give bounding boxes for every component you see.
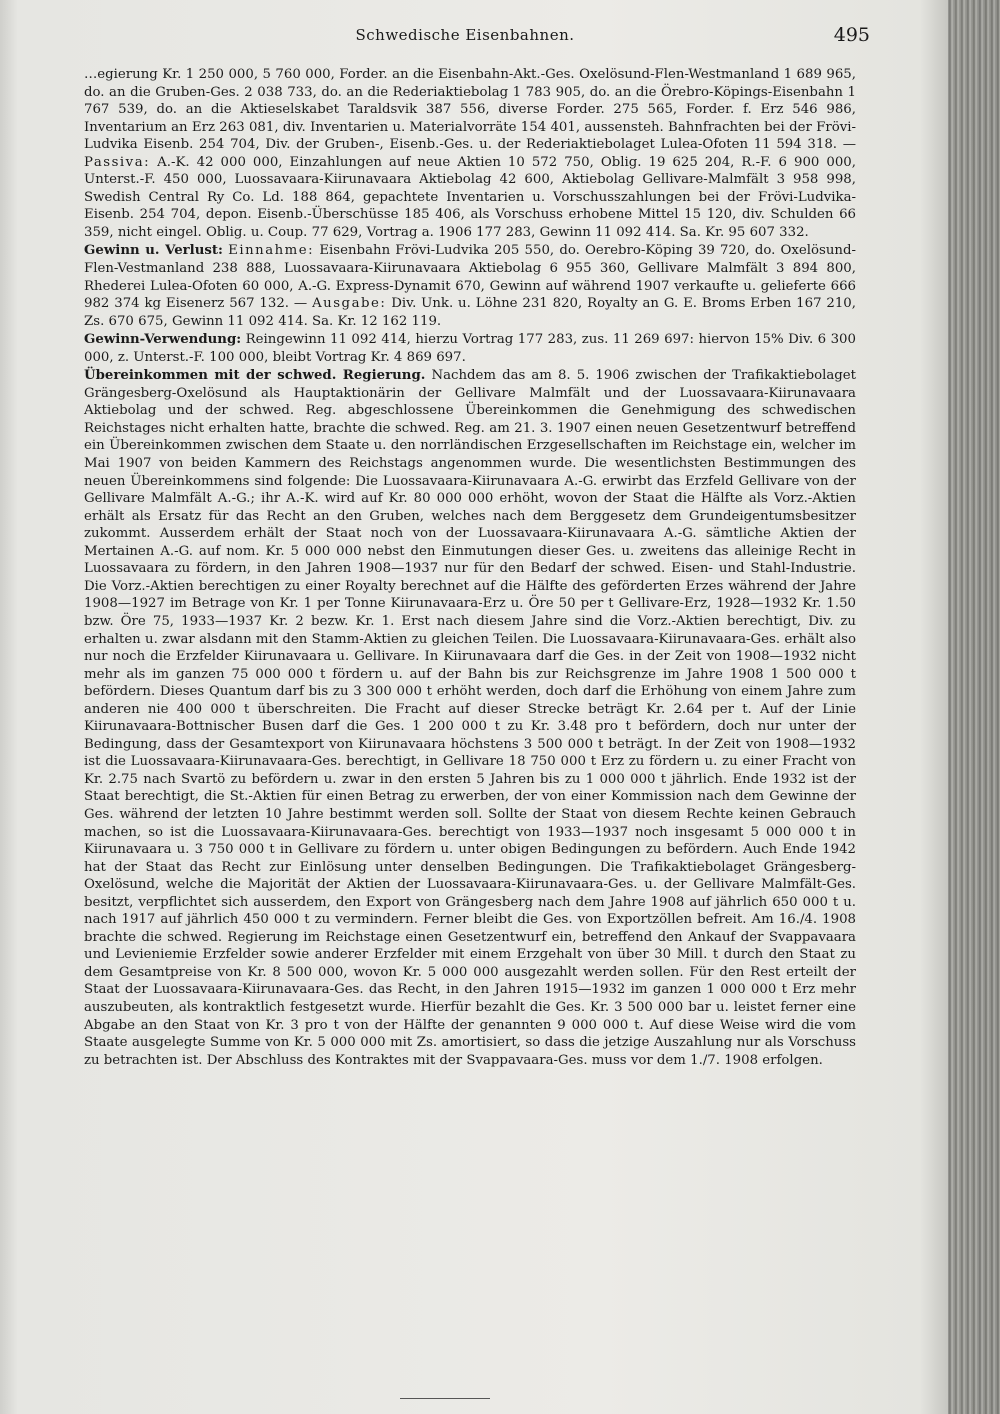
- book-spine-shadow: [948, 0, 1000, 1414]
- paragraph-aktiva-passiva: [84, 66, 856, 241]
- gewinn-verlust-heading: Gewinn u. Verlust:: [84, 243, 223, 259]
- running-title: Schwedische Eisenbahnen.: [355, 26, 575, 44]
- closing-rule: [400, 1398, 490, 1399]
- page-body: [84, 66, 856, 1069]
- ausgabe-label: Ausgabe:: [312, 296, 387, 312]
- passiva-text: A.-K. 42 000 000, Einzahlungen auf neue Aktien 10 572 750, Oblig. 19 625 204, R.-F. 6 900 000, Unterst.-F. 450 000, Luossavaara-Kiirunavaara Aktiebolag 42 600, Aktiebolag Gellivare-Malmfält 3 958 998, Swedish Central Ry Co. Ld. 188 864, gepachtete Inventarien u. Vorschusszahlungen bei der Frövi-Ludvika-Eisenb. 254 704, depon. Eisenb.-Überschüsse 185 406, als Vorschuss erhobene Mittel 15 120, div. Schulden 66 359, nicht eingel. Oblig. u. Coup. 77 629, Vortrag a. 1906 177 283, Gewinn 11 092 414. Sa. Kr. 95 607 332.: [84, 154, 856, 240]
- einnahme-label: Einnahme:: [228, 243, 315, 259]
- paragraph-gewinn-verwendung: [84, 331, 856, 366]
- ausgabe-text: Div. Unk. u. Löhne 231 820, Royalty an G. E. Broms Erben 167 210, Zs. 670 675, Gewinn 11 092 414. Sa. Kr. 12 162 119.: [84, 296, 856, 329]
- gewinn-verwendung-heading: Gewinn-Verwendung:: [84, 332, 242, 348]
- uebereinkommen-heading: Übereinkommen mit der schwed. Regierung.: [84, 368, 426, 384]
- uebereinkommen-text: Nachdem das am 8. 5. 1906 zwischen der Trafikaktiebolaget Grängesberg-Oxelösund als Hauptaktionärin der Gellivare Malmfält und der Luossavaara-Kiirunavaara Aktiebolag und der schwed. Reg. abgeschlossene Übereinkommen die Genehmigung des schwedischen Reichstages nicht erhalten hatte, brachte die schwed. Reg. am 21. 3. 1907 einen neuen Gesetzentwurf betreffend ein Übereinkommen zwischen dem Staate u. den norrländischen Erzgesellschaften im Reichstage ein, welcher im Mai 1907 von beiden Kammern des Reichstags angenommen wurde. Die wesentlichsten Bestimmungen des neuen Übereinkommens sind folgende: Die Luossavaara-Kiirunavaara A.-G. erwirbt das Erzfeld Gellivare von der Gellivare Malmfält A.-G.; ihr A.-K. wird auf Kr. 80 000 000 erhöht, wovon der Staat die Hälfte als Vorz.-Aktien erhält als Ersatz für das Recht an den Gruben, welches nach dem Berggesetz dem Grundeigentumsbesitzer zukommt. Ausserdem erhält der Staat noch von der Luossavaara-Kiirunavaara A.-G. sämtliche Aktien der Mertainen A.-G. auf nom. Kr. 5 000 000 nebst den Einmutungen dieser Ges. u. zweitens das alleinige Recht in Luossavaara zu fördern, in den Jahren 1908—1937 nur für den Bedarf der schwed. Eisen- und Stahl-Industrie. Die Vorz.-Aktien berechtigen zu einer Royalty berechnet auf die Hälfte des geförderten Erzes während der Jahre 1908—1927 im Betrage von Kr. 1 per Tonne Kiirunavaara-Erz u. Öre 50 per t Gellivare-Erz, 1928—1932 Kr. 1.50 bzw. Öre 75, 1933—1937 Kr. 2 bezw. Kr. 1. Erst nach diesem Jahre sind die Vorz.-Aktien berechtigt, Div. zu erhalten u. zwar alsdann mit den Stamm-Aktien zu gleichen Teilen. Die Luossavaara-Kiirunavaara-Ges. erhält also nur noch die Erzfelder Kiirunavaara u. Gellivare. In Kiirunavaara darf die Ges. in der Zeit von 1908—1932 nicht mehr als im ganzen 75 000 000 t fördern u. auf der Bahn bis zur Reichsgrenze im Jahre 1908 1 500 000 t befördern. Dieses Quantum darf bis zu 3 300 000 t erhöht werden, doch darf die Erhöhung von einem Jahre zum anderen nie 400 000 t überschreiten. Die Fracht auf dieser Strecke beträgt Kr. 2.64 per t. Auf der Linie Kiirunavaara-Bottnischer Busen darf die Ges. 1 200 000 t zu Kr. 3.48 pro t befördern, doch nur unter der Bedingung, dass der Gesamtexport von Kiirunavaara höchstens 3 500 000 t beträgt. In der Zeit von 1908—1932 ist die Luossavaara-Kiirunavaara-Ges. berechtigt, in Gellivare 18 750 000 t Erz zu fördern u. zu einer Fracht von Kr. 2.75 nach Svartö zu befördern u. zwar in den ersten 5 Jahren bis zu 1 000 000 t jährlich. Ende 1932 ist der Staat berechtigt, die St.-Aktien für einen Betrag zu erwerben, der von einer Kommission nach dem Gewinne der Ges. während der letzten 10 Jahre bestimmt werden soll. Sollte der Staat von diesem Rechte keinen Gebrauch machen, so ist die Luossavaara-Kiirunavaara-Ges. berechtigt von 1933—1937 noch insgesamt 5 000 000 t in Kiirunavaara u. 3 750 000 t in Gellivare zu fördern u. unter obigen Bedingungen zu befördern. Auch Ende 1942 hat der Staat das Recht zur Einlösung unter denselben Bedingungen. Die Trafikaktiebolaget Grängesberg-Oxelösund, welche die Majorität der Aktien der Luossavaara-Kiirunavaara-Ges. u. der Gellivare Malmfält-Ges. besitzt, verpflichtet sich ausserdem, den Export von Grängesberg nach dem Jahre 1908 auf jährlich 650 000 t u. nach 1917 auf jährlich 450 000 t zu vermindern. Ferner bleibt die Ges. von Exportzöllen befreit. Am 16./4. 1908 brachte die schwed. Regierung im Reichstage einen Gesetzentwurf ein, betreffend den Ankauf der Svappavaara und Levieniemie Erzfelder sowie anderer Erzfelder mit einem Erzgehalt von über 30 Mill. t durch den Staat zu dem Gesamtpreise von Kr. 8 500 000, wovon Kr. 5 000 000 ausgezahlt werden sollen. Für den Rest erteilt der Staat der Luossavaara-Kiirunavaara-Ges. das Recht, in den Jahren 1915—1932 im ganzen 1 000 000 t Erz mehr auszubeuten, als kontraktlich festgesetzt wurde. Hierfür bezahlt die Ges. Kr. 3 500 000 bar u. leistet ferner eine Abgabe an den Staat von Kr. 3 pro t von der Hälfte der genannten 9 000 000 t. Auf diese Weise wird die vom Staate ausgelegte Summe von Kr. 5 000 000 mit Zs. amortisiert, so dass die jetzige Auszahlung nur als Vorschuss zu betrachten ist. Der Abschluss des Kontraktes mit der Svappavaara-Ges. muss vor dem 1./7. 1908 erfolgen.: [84, 368, 857, 1068]
- passiva-label: Passiva:: [84, 154, 151, 170]
- page-number: 495: [833, 24, 870, 46]
- einnahme-text: Eisenbahn Frövi-Ludvika 205 550, do. Oerebro-Köping 39 720, do. Oxelösund-Flen-Vestmanland 238 888, Luossavaara-Kiirunavaara Aktiebolag 6 955 360, Gellivare Malmfält 3 894 800, Rhederei Lulea-Ofoten 60 000, A.-G. Express-Dynamit 670, Gewinn auf während 1907 verkaufte u. gelieferte 666 982 374 kg Eisenerz 567 132. —: [84, 243, 857, 312]
- page-header: [60, 26, 870, 50]
- gewinn-verwendung-text: Reingewinn 11 092 414, hierzu Vortrag 177 283, zus. 11 269 697: hiervon 15% Div. 6 300 000, z. Unterst.-F. 100 000, bleibt Vortrag Kr. 4 869 697.: [84, 332, 856, 365]
- aktiva-text: …egierung Kr. 1 250 000, 5 760 000, Forder. an die Eisenbahn-Akt.-Ges. Oxelösund-Flen-Westmanland 1 689 965, do. an die Gruben-Ges. 2 038 733, do. an die Rederiaktiebolag 1 783 905, do. an die Örebro-Köpings-Eisenbahn 1 767 539, do. an die Aktieselskabet Taraldsvik 387 556, diverse Forder. 275 565, Forder. f. Erz 546 986, Inventarium an Erz 263 081, div. Inventarien u. Materialvorräte 154 401, aussensteh. Bahnfrachten bei der Frövi-Ludvika Eisenb. 254 704, Div. der Gruben-, Eisenb.-Ges. u. der Rederiaktiebolaget Lulea-Ofoten 11 594 318. —: [84, 67, 856, 153]
- paragraph-gewinn-verlust: [84, 242, 856, 330]
- paragraph-uebereinkommen: [84, 367, 856, 1069]
